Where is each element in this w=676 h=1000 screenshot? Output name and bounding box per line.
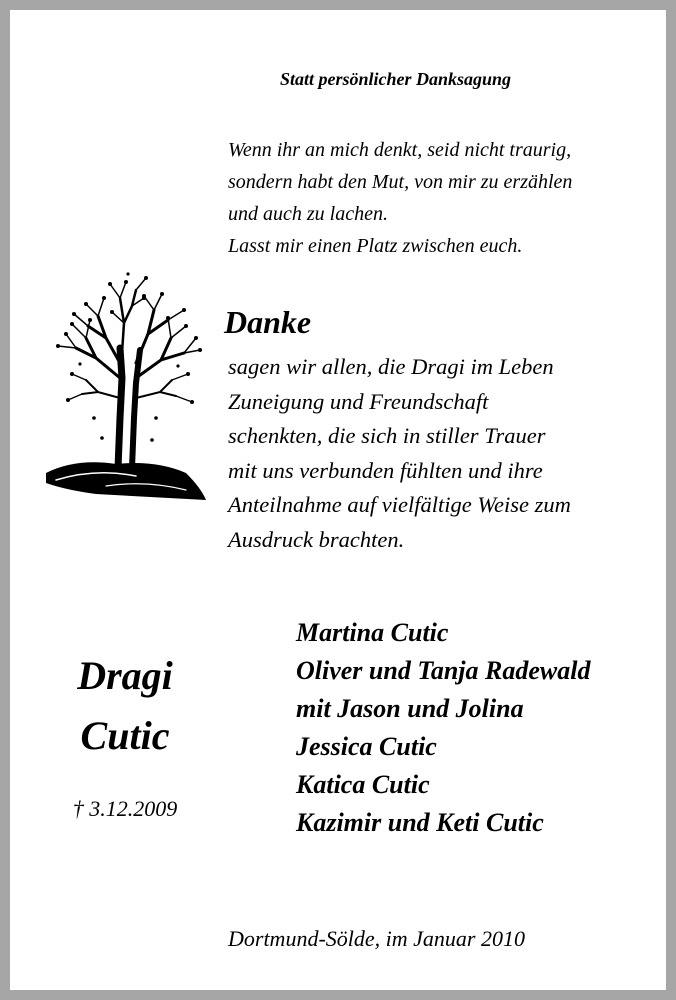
family-name: Kazimir und Keti Cutic (296, 808, 544, 837)
thanks-line: Zuneigung und Freundschaft (228, 388, 489, 414)
family-name: Jessica Cutic (296, 732, 437, 761)
header-title: Statt persönlicher Danksagung (280, 69, 512, 89)
poem-line: sondern habt den Mut, von mir zu erzählen (228, 171, 573, 193)
tree-illustration-icon (36, 268, 216, 508)
family-names (296, 614, 590, 842)
family-name: mit Jason und Jolina (296, 694, 524, 723)
thanks-line: Anteilnahme auf vielfältige Weise zum (228, 492, 571, 517)
deceased-last-name: Cutic (80, 713, 170, 758)
death-date: † 3.12.2009 (72, 796, 178, 821)
thanks-line: schenkten, die sich in stiller Trauer (228, 423, 546, 448)
thanks-line: Ausdruck brachten. (228, 526, 405, 552)
thanks-line: sagen wir allen, die Dragi im Leben (228, 354, 554, 379)
family-name: Martina Cutic (296, 618, 449, 647)
family-name: Oliver und Tanja Radewald (296, 656, 591, 685)
poem-line: und auch zu lachen. (228, 203, 388, 225)
place-date: Dortmund-Sölde, im Januar 2010 (228, 926, 525, 951)
thanks-title: Danke (224, 304, 312, 340)
poem-line: Lasst mir einen Platz zwischen euch. (228, 235, 523, 257)
thanks-line: mit uns verbunden fühlten und ihre (228, 457, 543, 483)
poem (228, 134, 572, 262)
family-name: Katica Cutic (296, 770, 430, 799)
deceased-first-name: Dragi (77, 653, 173, 698)
thanks-text (228, 350, 571, 557)
obituary-card (10, 10, 666, 990)
poem-line: Wenn ihr an mich denkt, seid nicht traurig, (228, 139, 572, 161)
